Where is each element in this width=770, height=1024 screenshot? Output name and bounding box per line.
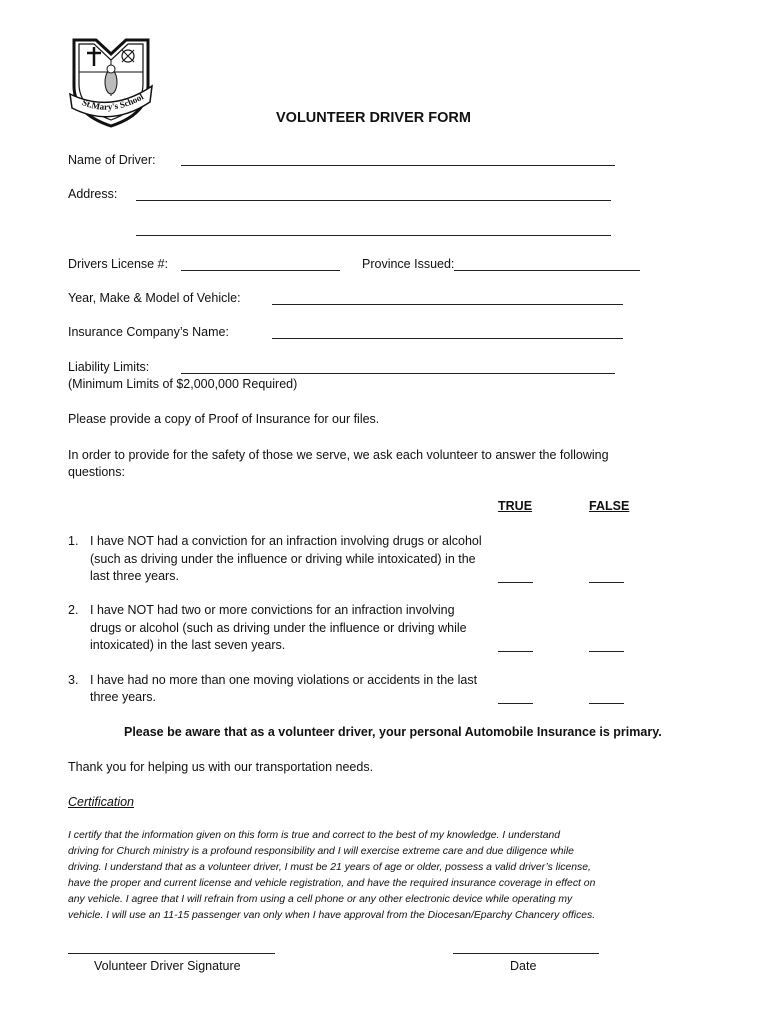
question-2-line-2: drugs or alcohol (such as driving under the influence or driving while — [90, 621, 467, 635]
certification-heading: Certification — [68, 795, 134, 809]
date-line[interactable] — [453, 953, 599, 954]
address-input-line-2[interactable] — [136, 235, 611, 236]
vehicle-label: Year, Make & Model of Vehicle: — [68, 291, 241, 305]
question-1-line-1: I have NOT had a conviction for an infraction involving drugs or alcohol — [90, 534, 482, 548]
address-label: Address: — [68, 187, 118, 201]
province-label: Province Issued: — [362, 257, 455, 271]
true-column-header: TRUE — [498, 499, 533, 513]
question-2-number: 2. — [68, 603, 79, 617]
insurance-label: Insurance Company’s Name: — [68, 325, 229, 339]
liability-note: (Minimum Limits of $2,000,000 Required) — [68, 377, 298, 391]
signature-line[interactable] — [68, 953, 275, 954]
question-3-line-1: I have had no more than one moving violations or accidents in the last — [90, 673, 478, 687]
date-label: Date — [510, 959, 537, 973]
license-input-line[interactable] — [181, 270, 340, 271]
false-column-header: FALSE — [589, 499, 630, 513]
logo-banner-text: St.Mary's School — [80, 91, 146, 112]
certification-line-2: driving for Church ministry is a profound responsibility and I will exercise extreme care and due diligence while — [68, 846, 574, 857]
insurance-notice: Please be aware that as a volunteer driver, your personal Automobile Insurance is primary. — [124, 725, 662, 739]
name-label: Name of Driver: — [68, 153, 156, 167]
address-input-line-1[interactable] — [136, 200, 611, 201]
question-3-line-2: three years. — [90, 690, 157, 704]
question-3-number: 3. — [68, 673, 79, 687]
question-2-line-3: intoxicated) in the last seven years. — [90, 638, 286, 652]
proof-text: Please provide a copy of Proof of Insurance for our files. — [68, 412, 380, 426]
name-input-line[interactable] — [181, 165, 615, 166]
province-input-line[interactable] — [454, 270, 640, 271]
intro-line-1: In order to provide for the safety of those we serve, we ask each volunteer to answer the following — [68, 448, 609, 462]
question-1-false-blank[interactable] — [589, 582, 624, 583]
form-title: VOLUNTEER DRIVER FORM — [276, 110, 471, 126]
intro-line-2: questions: — [68, 465, 125, 479]
question-1-line-2: (such as driving under the influence or driving while intoxicated) in the — [90, 552, 476, 566]
question-2-false-blank[interactable] — [589, 651, 624, 652]
certification-line-1: I certify that the information given on this form is true and correct to the best of my knowledge. I understand — [68, 830, 561, 841]
question-1-number: 1. — [68, 534, 79, 548]
license-label: Drivers License #: — [68, 257, 169, 271]
school-crest-logo — [66, 36, 156, 128]
certification-line-4: have the proper and current license and vehicle registration, and have the required insurance coverage in effect on — [68, 878, 596, 889]
certification-line-6: vehicle. I will use an 11-15 passenger van only when I have approval from the Diocesan/Eparchy Chancery offices. — [68, 910, 596, 921]
insurance-input-line[interactable] — [272, 338, 623, 339]
question-1-line-3: last three years. — [90, 569, 179, 583]
question-2-true-blank[interactable] — [498, 651, 533, 652]
question-2-line-1: I have NOT had two or more convictions for an infraction involving — [90, 603, 455, 617]
signature-label: Volunteer Driver Signature — [94, 959, 241, 973]
question-3-false-blank[interactable] — [589, 703, 624, 704]
vehicle-input-line[interactable] — [272, 304, 623, 305]
liability-input-line[interactable] — [181, 373, 615, 374]
question-1-true-blank[interactable] — [498, 582, 533, 583]
liability-label: Liability Limits: — [68, 360, 150, 374]
thanks-text: Thank you for helping us with our transportation needs. — [68, 760, 374, 774]
certification-line-5: any vehicle. I agree that I will refrain from using a cell phone or any other electronic device while operating my — [68, 894, 573, 905]
question-3-true-blank[interactable] — [498, 703, 533, 704]
certification-line-3: driving. I understand that as a volunteer driver, I must be 21 years of age or older, possess a valid driver’s license, — [68, 862, 591, 873]
